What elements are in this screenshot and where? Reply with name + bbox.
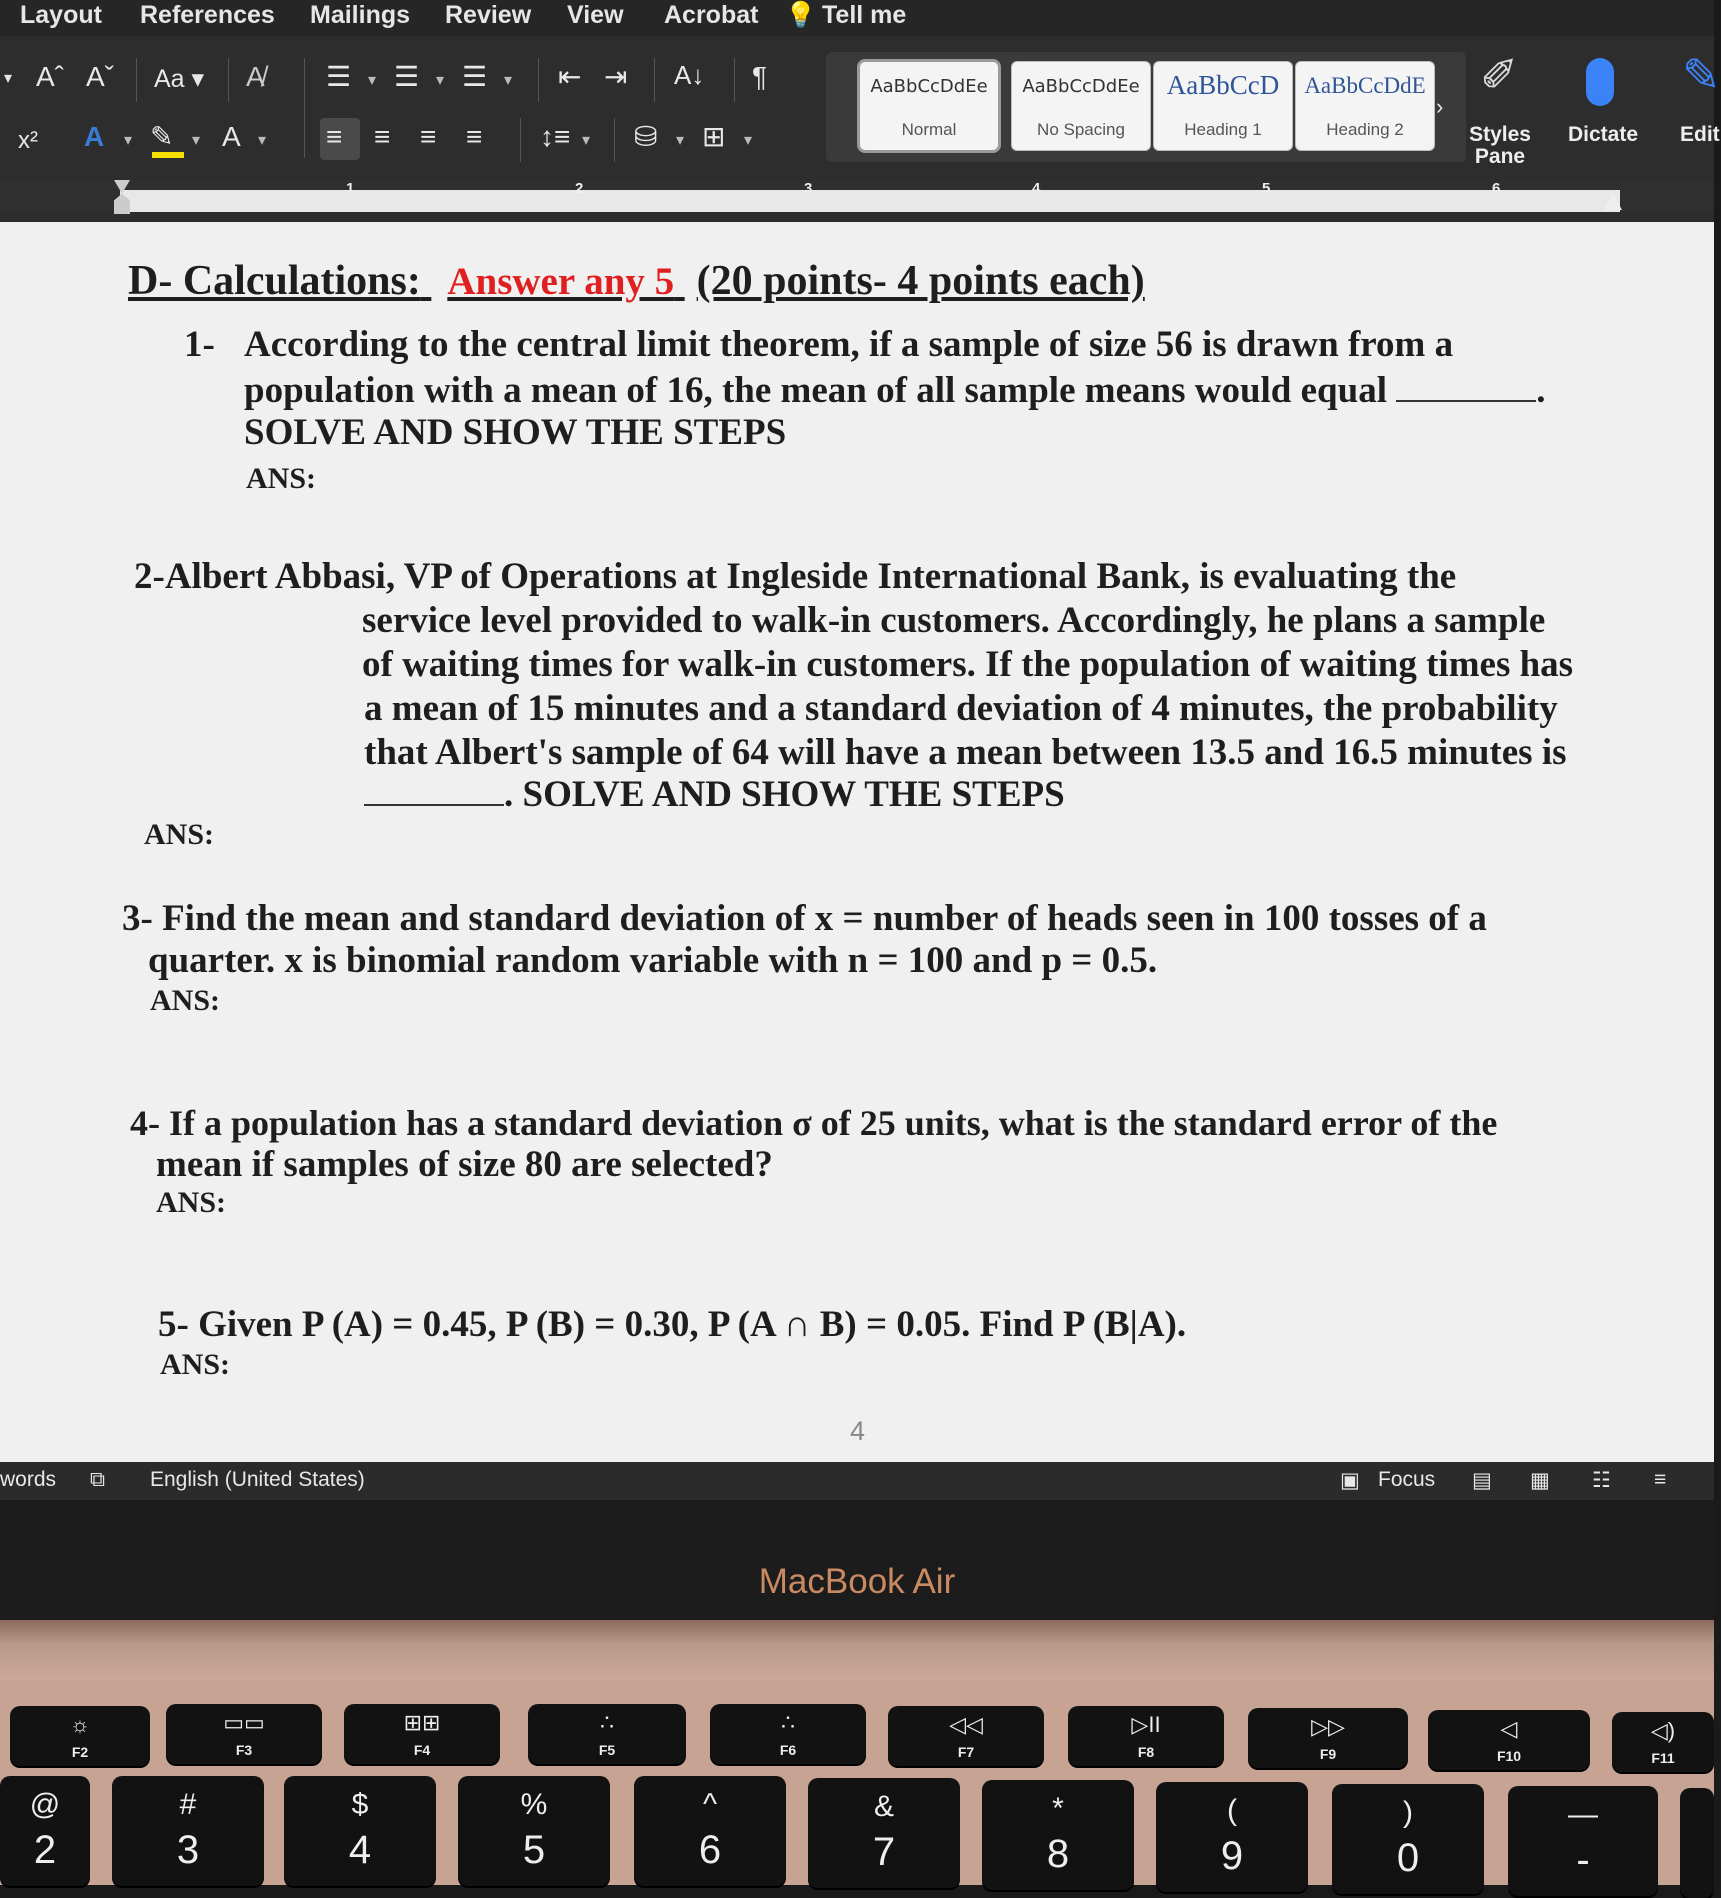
key-shift-symbol: * <box>1052 1792 1064 1825</box>
print-layout-icon[interactable]: ▤ <box>1472 1469 1492 1492</box>
key-shift-symbol: — <box>1568 1798 1598 1831</box>
align-right-icon[interactable]: ≡ <box>420 121 437 152</box>
web-layout-icon[interactable]: ▦ <box>1530 1469 1550 1492</box>
laptop-bezel <box>0 1500 1714 1620</box>
tell-me-search[interactable]: Tell me <box>822 1 907 29</box>
superscript-icon[interactable]: x² <box>18 127 38 154</box>
ruler-number: 1 <box>346 180 355 197</box>
shading-icon[interactable]: ⛁ <box>634 121 658 152</box>
q1-line: According to the central limit theorem, if a sample of size 56 is drawn from a <box>244 324 1454 365</box>
focus-icon[interactable]: ▣ <box>1340 1469 1360 1492</box>
fkey-label: F2 <box>71 1744 89 1760</box>
chevron-down-icon[interactable]: ▾ <box>744 132 753 149</box>
align-left-icon[interactable]: ≡ <box>326 121 343 152</box>
ribbon <box>0 0 1721 222</box>
q3-line: 3- Find the mean and standard deviation of x = number of heads seen in 100 tosses of a <box>122 898 1487 939</box>
chevron-down-icon[interactable]: ▾ <box>258 132 267 149</box>
decrease-indent-icon[interactable]: ⇤ <box>558 61 582 92</box>
fkey-label: F9 <box>1319 1746 1337 1762</box>
key-digit: 9 <box>1220 1834 1244 1878</box>
highlight-color-swatch <box>152 152 184 158</box>
dictate-button[interactable]: Dictate <box>1567 123 1639 146</box>
q1-line: population with a mean of 16, the mean of all sample means would equal . <box>244 370 1546 411</box>
laptop-brand: MacBook Air <box>758 1562 956 1601</box>
fkey-label: F3 <box>235 1742 253 1758</box>
f9-key[interactable] <box>1248 1708 1408 1768</box>
shrink-font-icon[interactable]: Aˇ <box>86 61 114 92</box>
chevron-down-icon[interactable]: ▾ <box>436 72 445 89</box>
brightness-icon: ☼ <box>69 1712 91 1737</box>
f5-key[interactable] <box>528 1704 686 1764</box>
divider <box>614 118 615 162</box>
style-sample: AaBbCcD <box>1166 70 1280 100</box>
word-count[interactable]: words <box>0 1468 57 1491</box>
chevron-down-icon[interactable]: ▾ <box>504 72 513 89</box>
divider <box>136 58 137 102</box>
q4-line: mean if samples of size 80 are selected? <box>156 1144 773 1185</box>
style-name: No Spacing <box>1037 120 1125 139</box>
fkey-label: F8 <box>1137 1744 1155 1760</box>
q3-line: quarter. x is binomial random variable with n = 100 and p = 0.5. <box>148 940 1158 981</box>
q2-ans: ANS: <box>144 818 215 851</box>
chevron-down-icon[interactable]: ▾ <box>582 132 591 149</box>
key-9[interactable] <box>1156 1782 1308 1892</box>
outline-icon[interactable]: ☷ <box>1592 1469 1611 1492</box>
tab-acrobat[interactable]: Acrobat <box>664 1 759 29</box>
q1-number: 1- <box>184 324 215 365</box>
f4-key[interactable] <box>344 1704 500 1764</box>
q2-text: . SOLVE AND SHOW THE STEPS <box>504 774 1065 815</box>
fkey-label: F10 <box>1496 1748 1522 1764</box>
q4-ans: ANS: <box>156 1186 227 1219</box>
document-page[interactable] <box>0 222 1714 1462</box>
chevron-down-icon[interactable]: ▾ <box>192 132 201 149</box>
ribbon-tabs <box>0 0 1714 36</box>
key-minus[interactable] <box>1508 1786 1658 1896</box>
ruler-number: 3 <box>804 180 813 197</box>
q3-ans: ANS: <box>150 984 221 1017</box>
tab-review[interactable]: Review <box>445 1 532 29</box>
font-color-icon[interactable]: A <box>222 121 241 152</box>
q1-text: population with a mean of 16, the mean of all sample means would equal <box>244 370 1387 411</box>
justify-icon[interactable]: ≡ <box>466 121 483 152</box>
ruler-number: 5 <box>1262 180 1271 197</box>
q5-ans: ANS: <box>160 1348 231 1381</box>
q5-line: 5- Given P (A) = 0.45, P (B) = 0.30, P (A ∩ B) = 0.05. Find P (B|A). <box>158 1304 1187 1345</box>
volume-down-icon: ◁) <box>1650 1718 1676 1743</box>
multilevel-list-icon[interactable]: ☰ <box>462 61 488 92</box>
draft-icon[interactable]: ≡ <box>1654 1468 1667 1491</box>
heading-red-text: Answer any 5 <box>447 260 675 303</box>
focus-button[interactable]: Focus <box>1378 1468 1436 1491</box>
key-digit: 3 <box>176 1828 200 1872</box>
q1-line: SOLVE AND SHOW THE STEPS <box>244 412 787 453</box>
key-equals[interactable] <box>1680 1788 1714 1898</box>
styles-pane-icon[interactable]: ✐ <box>1479 49 1519 101</box>
heading-prefix: D- Calculations: <box>128 258 421 304</box>
divider <box>654 58 655 102</box>
key-2[interactable] <box>0 1776 90 1886</box>
line-spacing-icon[interactable]: ↕≡ <box>540 121 571 152</box>
key-shift-symbol: ( <box>1227 1794 1237 1827</box>
increase-indent-icon[interactable]: ⇥ <box>604 61 628 92</box>
f8-key[interactable] <box>1068 1706 1224 1766</box>
tab-view[interactable]: View <box>567 1 624 29</box>
key-shift-symbol: $ <box>351 1788 369 1821</box>
styles-pane-button[interactable]: Styles Pane <box>1469 123 1531 168</box>
f7-key[interactable] <box>888 1706 1044 1766</box>
style-heading-1[interactable] <box>1154 62 1292 150</box>
key-0[interactable] <box>1332 1784 1484 1894</box>
key-digit: 7 <box>872 1830 896 1874</box>
change-case-icon[interactable]: Aa ▾ <box>154 65 205 93</box>
play-pause-icon: ▷II <box>1131 1712 1161 1737</box>
highlight-icon[interactable]: ✎ <box>150 121 174 152</box>
microphone-icon[interactable] <box>1586 58 1614 106</box>
style-heading-2[interactable] <box>1296 62 1434 150</box>
key-shift-symbol: # <box>179 1788 197 1821</box>
editor-icon[interactable]: ✎ <box>1682 49 1721 101</box>
page-number: 4 <box>850 1416 866 1446</box>
key-4[interactable] <box>284 1776 436 1886</box>
q2-line: that Albert's sample of 64 will have a mean between 13.5 and 16.5 minutes is <box>364 732 1567 773</box>
key-7[interactable] <box>808 1778 960 1888</box>
style-no-spacing[interactable] <box>1012 62 1150 150</box>
q2-line: a mean of 15 minutes and a standard deviation of 4 minutes, the probability <box>364 688 1558 729</box>
ruler-number: 2 <box>575 180 584 197</box>
tab-references[interactable]: References <box>140 1 275 29</box>
q2-line: service level provided to walk-in customers. Accordingly, he plans a sample <box>362 600 1546 641</box>
style-sample: AaBbCcDdEe <box>1022 76 1140 97</box>
fkey-label: F4 <box>413 1742 431 1758</box>
borders-icon[interactable]: ⊞ <box>702 121 726 152</box>
f11-key[interactable] <box>1612 1712 1714 1772</box>
fkey-label: F6 <box>779 1742 797 1758</box>
tab-mailings[interactable]: Mailings <box>310 1 411 29</box>
heading-suffix: (20 points- 4 points each) <box>696 258 1145 304</box>
chevron-down-icon[interactable]: ▾ <box>676 132 685 149</box>
key-shift-symbol: % <box>520 1788 548 1821</box>
editor-button[interactable]: Edit <box>1680 123 1720 146</box>
clear-formatting-icon[interactable]: A̸ <box>246 61 265 92</box>
chevron-down-icon[interactable]: ▾ <box>4 70 13 87</box>
f2-key[interactable] <box>10 1706 150 1766</box>
key-digit: 8 <box>1046 1832 1070 1876</box>
numbering-icon[interactable]: ☰ <box>394 61 420 92</box>
chevron-down-icon[interactable]: ▾ <box>368 72 377 89</box>
tab-layout[interactable]: Layout <box>20 1 102 29</box>
style-sample: AaBbCcDdE <box>1304 73 1426 98</box>
key-shift-symbol: ) <box>1403 1796 1413 1829</box>
sort-icon[interactable]: A↓ <box>674 60 705 90</box>
ruler-number: 4 <box>1032 180 1041 197</box>
f3-key[interactable] <box>166 1704 322 1764</box>
key-digit: 4 <box>348 1828 372 1872</box>
key-shift-symbol: & <box>873 1790 894 1823</box>
key-shift-symbol: ^ <box>702 1788 718 1821</box>
fkey-label: F7 <box>957 1744 975 1760</box>
key-3[interactable] <box>112 1776 264 1886</box>
divider <box>304 58 305 158</box>
grow-font-icon[interactable]: Aˆ <box>36 61 64 92</box>
proofing-icon[interactable]: ⧉ <box>90 1468 105 1491</box>
answer-blank <box>364 774 504 806</box>
launchpad-icon: ⊞⊞ <box>403 1710 441 1735</box>
key-5[interactable] <box>458 1776 610 1886</box>
divider <box>520 118 521 162</box>
style-name: Normal <box>901 120 957 139</box>
ruler-text-area <box>120 190 1620 212</box>
ruler-number: 6 <box>1492 180 1501 197</box>
fkey-label: F5 <box>598 1742 616 1758</box>
status-bar <box>0 1462 1714 1500</box>
key-6[interactable] <box>634 1776 786 1886</box>
section-heading <box>128 260 1145 303</box>
style-normal[interactable] <box>860 62 998 150</box>
align-center-icon[interactable]: ≡ <box>374 121 391 152</box>
rewind-icon: ◁◁ <box>949 1712 983 1737</box>
fkey-label: F11 <box>1651 1750 1675 1766</box>
key-digit: 0 <box>1396 1836 1420 1880</box>
divider <box>228 58 229 102</box>
key-8[interactable] <box>982 1780 1134 1890</box>
text-effects-icon[interactable]: A <box>84 121 105 152</box>
lightbulb-icon: 💡 <box>785 1 817 29</box>
keyboard-bright-icon: ∴ <box>781 1710 795 1735</box>
q4-line: 4- If a population has a standard deviation σ of 25 units, what is the standard error of the <box>130 1103 1498 1143</box>
mission-control-icon: ▭▭ <box>223 1710 265 1735</box>
fast-forward-icon: ▷▷ <box>1311 1714 1345 1739</box>
pilcrow-icon[interactable]: ¶ <box>752 61 768 92</box>
laptop-hinge <box>0 1620 1714 1680</box>
q2-line: of waiting times for walk-in customers. If the population of waiting times has <box>362 644 1574 685</box>
f10-key[interactable] <box>1428 1710 1590 1770</box>
style-sample: AaBbCcDdEe <box>870 76 988 97</box>
f6-key[interactable] <box>710 1704 866 1764</box>
key-digit: - <box>1576 1838 1590 1882</box>
answer-blank <box>1396 370 1536 402</box>
divider <box>734 58 735 102</box>
q2-line <box>364 774 1065 816</box>
language-indicator[interactable]: English (United States) <box>150 1468 365 1491</box>
keyboard-dim-icon: ∴ <box>600 1710 614 1735</box>
style-name: Heading 2 <box>1326 120 1404 139</box>
key-shift-symbol: @ <box>29 1788 61 1821</box>
bullets-icon[interactable]: ☰ <box>326 61 352 92</box>
chevron-down-icon[interactable]: ▾ <box>124 132 133 149</box>
mute-icon: ◁ <box>1500 1716 1518 1741</box>
key-digit: 5 <box>522 1828 546 1872</box>
divider <box>538 58 539 102</box>
gallery-next-icon[interactable]: › <box>1436 94 1444 119</box>
key-digit: 6 <box>698 1828 722 1872</box>
q1-ans: ANS: <box>246 462 317 495</box>
style-name: Heading 1 <box>1184 120 1262 139</box>
q2-line: 2-Albert Abbasi, VP of Operations at Ingleside International Bank, is evaluating the <box>134 556 1457 597</box>
key-digit: 2 <box>33 1828 57 1872</box>
